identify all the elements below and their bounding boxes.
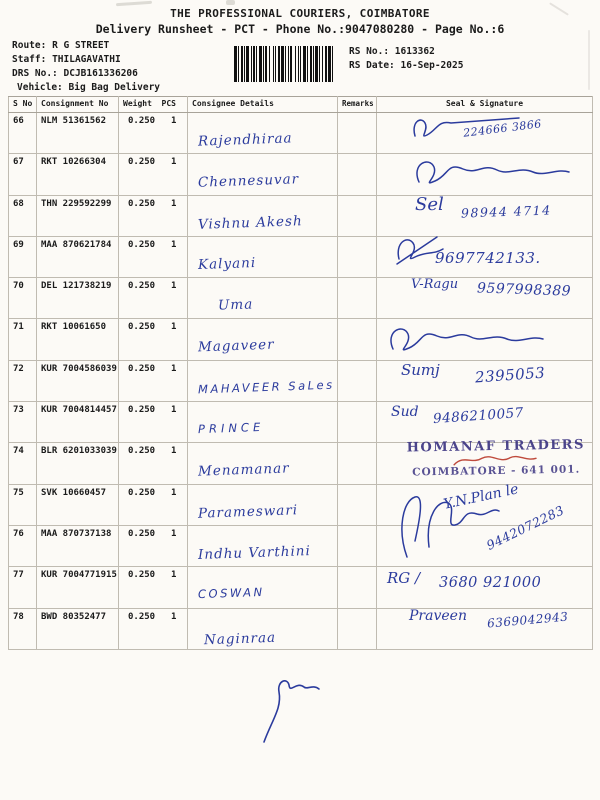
consignment-cell [37, 484, 119, 525]
consignment-number: DEL 121738219 [41, 281, 112, 292]
signature-name: V-Ragu [411, 277, 459, 293]
table-row [9, 113, 593, 154]
seal-signature-cell [377, 360, 593, 401]
remarks-cell [338, 402, 377, 443]
weight-pcs-values [119, 609, 187, 622]
consignment-number: MAA 870621784 [41, 239, 112, 250]
scan-smudge [116, 1, 152, 7]
pcs-value: 1 [171, 528, 177, 539]
rs-date-label: RS Date: [349, 59, 395, 71]
remarks-value [338, 361, 376, 364]
pcs-value: 1 [171, 405, 177, 416]
consignment-cell [37, 278, 119, 319]
sno-value: 67 [13, 157, 24, 168]
loose-ink-scribble [252, 664, 324, 748]
runsheet-barcode [234, 46, 344, 82]
consignment-number: KUR 7004586039 [41, 363, 117, 374]
pcs-value: 1 [171, 116, 177, 126]
consignee-handwriting: Vishnu Akesh [197, 212, 303, 233]
signature-name: Sel [415, 193, 444, 215]
weight-pcs-values [119, 196, 187, 209]
consignee-cell [188, 525, 338, 566]
table-row [9, 608, 593, 649]
remarks-cell [338, 443, 377, 484]
remarks-cell [338, 484, 377, 525]
remarks-value [338, 278, 376, 281]
consignment-number: NLM 51361562 [41, 116, 107, 126]
consignment-cell [37, 402, 119, 443]
consignment-cell [37, 154, 119, 195]
signature-name: Sud [391, 404, 419, 421]
remarks-cell [338, 113, 377, 154]
table-row [9, 484, 593, 525]
signature-phone-number: 2395053 [474, 363, 546, 387]
consignee-handwriting: Kalyani [197, 254, 257, 273]
consignee-handwriting: Parameswari [197, 501, 299, 522]
consignee-handwriting: Indhu Varthini [197, 543, 312, 563]
scan-smudge [226, 0, 235, 5]
consignment-cell [37, 608, 119, 649]
seal-signature-cell [377, 195, 593, 236]
sno-value: 70 [13, 281, 24, 292]
signature-name: RG / [387, 569, 421, 588]
weight-value: 0.250 [128, 528, 156, 539]
weight-pcs-values [119, 319, 187, 332]
remarks-value [338, 526, 376, 529]
weight-pcs-values [119, 443, 187, 456]
remarks-value [338, 319, 376, 322]
consignee-cell [188, 484, 338, 525]
consignment-number: THN 229592299 [41, 198, 112, 209]
weight-value: 0.250 [128, 116, 156, 126]
runsheet-table-body [9, 113, 593, 650]
rs-date-value: 16-Sep-2025 [400, 59, 464, 71]
route-label: Route: [12, 40, 47, 51]
remarks-cell [338, 278, 377, 319]
consignee-cell [188, 113, 338, 154]
pcs-value: 1 [171, 570, 177, 581]
col-header-consignment: Consignment No [37, 97, 119, 113]
signature-phone-number: 3680 921000 [439, 575, 542, 592]
table-header-row [9, 97, 593, 113]
remarks-cell [338, 319, 377, 360]
sno-cell [9, 402, 37, 443]
trader-stamp [403, 438, 590, 479]
table-row [9, 154, 593, 195]
sno-cell [9, 525, 37, 566]
staff-label: Staff: [12, 54, 47, 65]
consignment-number: SVK 10660457 [41, 487, 107, 498]
weight-pcs-cell [119, 154, 188, 195]
col-header-consignee: Consignee Details [188, 97, 338, 113]
sno-cell [9, 567, 37, 608]
weight-pcs-cell [119, 443, 188, 484]
remarks-value [338, 443, 376, 446]
consignment-cell [37, 113, 119, 154]
signature-phone-number: 9697742133. [435, 248, 541, 267]
remarks-cell [338, 608, 377, 649]
weight-pcs-values [119, 485, 187, 498]
consignment-cell [37, 360, 119, 401]
sno-cell [9, 113, 37, 154]
consignee-cell [188, 154, 338, 195]
staff-value: THILAGAVATHI [52, 54, 121, 65]
seal-signature-cell [377, 236, 593, 277]
scan-smudge [588, 30, 590, 90]
drs-value: DCJB161336206 [63, 68, 138, 79]
signature-scribble [407, 154, 575, 192]
pcs-value: 1 [171, 611, 177, 622]
remarks-value [338, 402, 376, 405]
weight-value: 0.250 [128, 157, 156, 168]
pcs-value: 1 [171, 198, 177, 209]
weight-value: 0.250 [128, 363, 156, 374]
consignee-cell [188, 402, 338, 443]
pcs-value: 1 [171, 446, 177, 457]
sno-value: 77 [13, 570, 24, 581]
weight-pcs-values [119, 237, 187, 250]
consignment-cell [37, 236, 119, 277]
signature-phone-number: 6369042943 [486, 609, 569, 631]
table-row [9, 236, 593, 277]
stamp-city-line: COIMBATORE - 641 001. [412, 463, 581, 479]
remarks-cell [338, 360, 377, 401]
weight-pcs-values [119, 526, 187, 539]
remarks-value [338, 154, 376, 157]
weight-pcs-values [119, 567, 187, 580]
consignment-cell [37, 195, 119, 236]
pcs-value: 1 [171, 157, 177, 168]
weight-pcs-cell [119, 608, 188, 649]
consignment-number: MAA 870737138 [41, 528, 112, 539]
table-row [9, 402, 593, 443]
sno-cell [9, 484, 37, 525]
weight-value: 0.250 [128, 570, 156, 581]
sno-cell [9, 443, 37, 484]
page-title: THE PROFESSIONAL COURIERS, COIMBATORE [170, 7, 430, 20]
seal-signature-cell [377, 567, 593, 608]
sno-value: 73 [13, 405, 24, 416]
signature-phone-number: 9486210057 [432, 404, 525, 428]
rs-no-label: RS No.: [349, 46, 390, 57]
consignee-handwriting: Chennesuvar [197, 171, 300, 192]
sno-value: 75 [13, 487, 24, 498]
pcs-value: 1 [171, 239, 177, 250]
consignment-cell [37, 319, 119, 360]
sno-cell [9, 195, 37, 236]
table-row [9, 360, 593, 401]
consignee-handwriting: Magaveer [197, 337, 275, 356]
sno-value: 76 [13, 528, 24, 539]
signature-phone-number: 9442072283 [483, 502, 567, 553]
seal-signature-cell [377, 402, 593, 443]
table-row [9, 195, 593, 236]
sno-value: 71 [13, 322, 24, 333]
weight-value: 0.250 [128, 611, 156, 622]
weight-value: 0.250 [128, 198, 156, 209]
consignment-cell [37, 443, 119, 484]
remarks-cell [338, 154, 377, 195]
runsheet-table [8, 96, 593, 650]
weight-pcs-values [119, 402, 187, 415]
consignee-cell [188, 360, 338, 401]
consignment-number: RKT 10266304 [41, 157, 107, 168]
consignee-handwriting: Menamanar [197, 460, 290, 480]
sno-cell [9, 360, 37, 401]
signature-phone-number: 98944 4714 [460, 202, 552, 221]
consignee-cell [188, 443, 338, 484]
remarks-value [338, 609, 376, 612]
consignee-cell [188, 319, 338, 360]
weight-pcs-values [119, 113, 187, 126]
sno-value: 68 [13, 198, 24, 209]
seal-signature-cell [377, 154, 593, 195]
consignment-number: KUR 7004771915 [41, 570, 117, 581]
weight-value: 0.250 [128, 487, 156, 498]
col-header-sno: S No [9, 97, 37, 113]
vehicle-label: Vehicle: [17, 82, 63, 93]
weight-pcs-cell [119, 402, 188, 443]
consignee-cell [188, 608, 338, 649]
runsheet-meta [12, 39, 160, 95]
col-header-seal: Seal & Signature [377, 97, 593, 113]
weight-pcs-cell [119, 360, 188, 401]
consignment-cell [37, 525, 119, 566]
page-subtitle: Delivery Runsheet - PCT - Phone No.:9047080280 - Page No.:6 [95, 22, 505, 36]
remarks-value [338, 485, 376, 488]
consignment-cell [37, 567, 119, 608]
weight-pcs-cell [119, 484, 188, 525]
remarks-cell [338, 236, 377, 277]
weight-pcs-cell [119, 319, 188, 360]
route-value: R G STREET [52, 40, 110, 51]
table-row [9, 525, 593, 566]
weight-pcs-cell [119, 278, 188, 319]
remarks-cell [338, 195, 377, 236]
weight-pcs-cell [119, 195, 188, 236]
sno-cell [9, 154, 37, 195]
weight-pcs-values [119, 278, 187, 291]
seal-signature-cell [377, 113, 593, 154]
table-row [9, 443, 593, 484]
col-header-weight: Weight [123, 99, 152, 108]
remarks-cell [338, 525, 377, 566]
pcs-value: 1 [171, 487, 177, 498]
seal-signature-cell [377, 278, 593, 319]
drs-label: DRS No.: [12, 68, 58, 79]
pcs-value: 1 [171, 281, 177, 292]
seal-signature-cell [377, 608, 593, 649]
weight-value: 0.250 [128, 322, 156, 333]
weight-pcs-cell [119, 236, 188, 277]
weight-pcs-values [119, 154, 187, 167]
consignee-cell [188, 567, 338, 608]
consignee-handwriting: MAHAVEER SaLes [197, 377, 335, 397]
sno-value: 78 [13, 611, 24, 622]
remarks-value [338, 567, 376, 570]
sno-cell [9, 608, 37, 649]
signature-name: Praveen [409, 607, 467, 624]
weight-value: 0.250 [128, 239, 156, 250]
consignee-handwriting: Naginraa [203, 629, 277, 648]
signature-phone-number: 9597998389 [476, 280, 572, 300]
col-header-weight-pcs [119, 97, 188, 113]
weight-pcs-cell [119, 113, 188, 154]
signature-scribble [381, 321, 549, 359]
rs-no-value: 1613362 [394, 46, 435, 57]
pcs-value: 1 [171, 322, 177, 333]
consignee-handwriting: COSWAN [197, 585, 265, 602]
seal-signature-cell [377, 319, 593, 360]
sno-value: 72 [13, 363, 24, 374]
sno-value: 69 [13, 239, 24, 250]
weight-value: 0.250 [128, 446, 156, 457]
remarks-value [338, 237, 376, 240]
remarks-cell [338, 567, 377, 608]
rs-block [349, 45, 463, 72]
seal-signature-cell [377, 437, 593, 484]
sno-value: 74 [13, 446, 24, 457]
sno-value: 66 [13, 116, 24, 126]
consignment-number: KUR 7004814457 [41, 405, 117, 416]
consignee-cell [188, 195, 338, 236]
weight-pcs-cell [119, 567, 188, 608]
table-row [9, 278, 593, 319]
consignment-number: BLR 6201033039 [41, 446, 117, 457]
weight-pcs-cell [119, 525, 188, 566]
table-row [9, 319, 593, 360]
table-row [9, 567, 593, 608]
consignee-cell [188, 236, 338, 277]
sno-cell [9, 319, 37, 360]
consignee-handwriting: Uma [217, 296, 254, 314]
barcode-gap [333, 46, 335, 82]
weight-value: 0.250 [128, 405, 156, 416]
remarks-value [338, 113, 376, 116]
consignment-number: RKT 10061650 [41, 322, 107, 333]
signature-name: Sumj [401, 360, 440, 379]
consignment-number: BWD 80352477 [41, 611, 107, 622]
consignee-handwriting: PRINCE [197, 419, 265, 437]
signature-phone-number: 224666 3866 [462, 117, 543, 140]
col-header-pcs: PCS [161, 99, 176, 108]
weight-pcs-values [119, 361, 187, 374]
consignee-handwriting: Rajendhiraa [197, 130, 293, 150]
signature-name: Y.N.Plan le [442, 480, 521, 513]
sno-cell [9, 236, 37, 277]
sno-cell [9, 278, 37, 319]
stamp-trader-name: HOMANAF TRADERS [406, 437, 586, 456]
consignee-cell [188, 278, 338, 319]
remarks-value [338, 196, 376, 199]
col-header-remarks: Remarks [338, 97, 377, 113]
weight-value: 0.250 [128, 281, 156, 292]
pcs-value: 1 [171, 363, 177, 374]
vehicle-value: Big Bag Delivery [68, 82, 161, 93]
